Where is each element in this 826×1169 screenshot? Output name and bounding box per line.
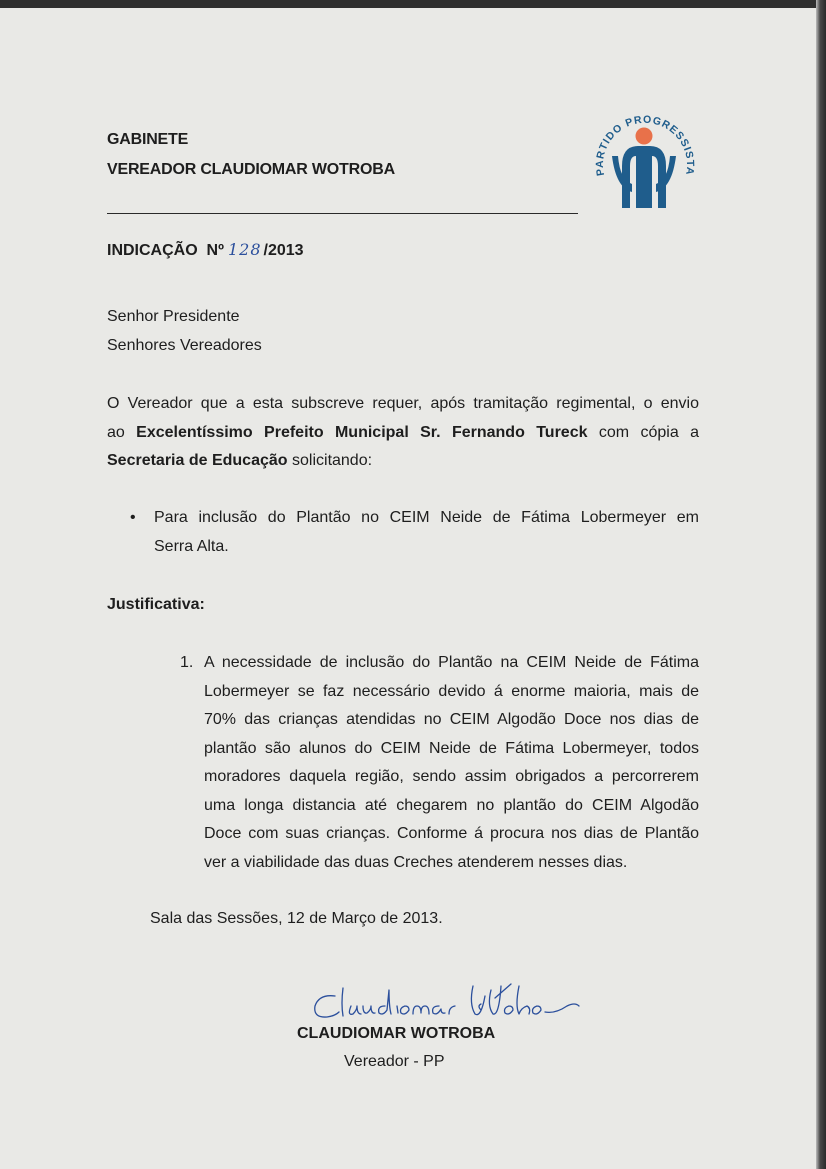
indicacao-number-handwritten: 128 <box>227 240 262 259</box>
party-logo-icon <box>582 96 706 220</box>
intro-line-3-suffix: solicitando: <box>292 452 373 469</box>
svg-text:PARTIDO PROGRESSISTA: PARTIDO PROGRESSISTA <box>593 113 697 177</box>
document-page <box>0 8 816 1169</box>
header-cabinet: GABINETE <box>107 131 189 148</box>
justification-line: plantão são alunos do CEIM Neide de Fátima Lobermeyer, todos <box>204 740 699 757</box>
salutation-president: Senhor Presidente <box>107 308 240 325</box>
request-bullet-icon: • <box>130 509 136 526</box>
justification-line: Lobermeyer se faz necessário devido á enorme maioria, mais de <box>204 683 699 700</box>
signatory-name: CLAUDIOMAR WOTROBA <box>297 1025 496 1042</box>
indicacao-year: /2013 <box>263 242 304 259</box>
signatory-role: Vereador - PP <box>344 1053 445 1070</box>
request-line-1: Para inclusão do Plantão no CEIM Neide de Fátima Lobermeyer em <box>154 509 699 526</box>
place-and-date: Sala das Sessões, 12 de Março de 2013. <box>150 910 443 927</box>
justification-line: Doce com suas crianças. Conforme á procura nos dias de Plantão <box>204 825 699 842</box>
request-line-2: Serra Alta. <box>154 538 229 555</box>
intro-secretariat: Secretaria de Educação <box>107 452 288 469</box>
justification-line: 70% das crianças atendidas no CEIM Algodão Doce nos dias de <box>204 711 699 728</box>
justification-line: ver a viabilidade das duas Creches atenderem nesses dias. <box>204 854 628 871</box>
salutation-councilmen: Senhores Vereadores <box>107 337 262 354</box>
justification-line: moradores daquela região, sendo assim obrigados a percorrerem <box>204 768 699 785</box>
indicacao-title <box>107 240 304 260</box>
justification-heading: Justificativa: <box>107 596 205 613</box>
header-councilman: VEREADOR CLAUDIOMAR WOTROBA <box>107 161 395 178</box>
intro-line-3 <box>107 452 372 470</box>
scan-edge <box>816 0 826 1169</box>
indicacao-prefix: INDICAÇÃO Nº <box>107 242 224 259</box>
intro-line-2-prefix: ao <box>107 424 125 441</box>
intro-line-2 <box>107 424 699 442</box>
intro-addressee: Excelentíssimo Prefeito Municipal Sr. Fernando Tureck <box>136 424 588 441</box>
justification-item-number: 1. <box>180 654 194 671</box>
justification-line: uma longa distancia até chegarem no plantão do CEIM Algodão <box>204 797 699 814</box>
header-divider <box>107 213 578 214</box>
intro-line-2-suffix: com cópia a <box>598 424 700 441</box>
intro-line-1: O Vereador que a esta subscreve requer, após tramitação regimental, o envio <box>107 395 699 412</box>
justification-line: A necessidade de inclusão do Plantão na CEIM Neide de Fátima <box>204 654 699 671</box>
